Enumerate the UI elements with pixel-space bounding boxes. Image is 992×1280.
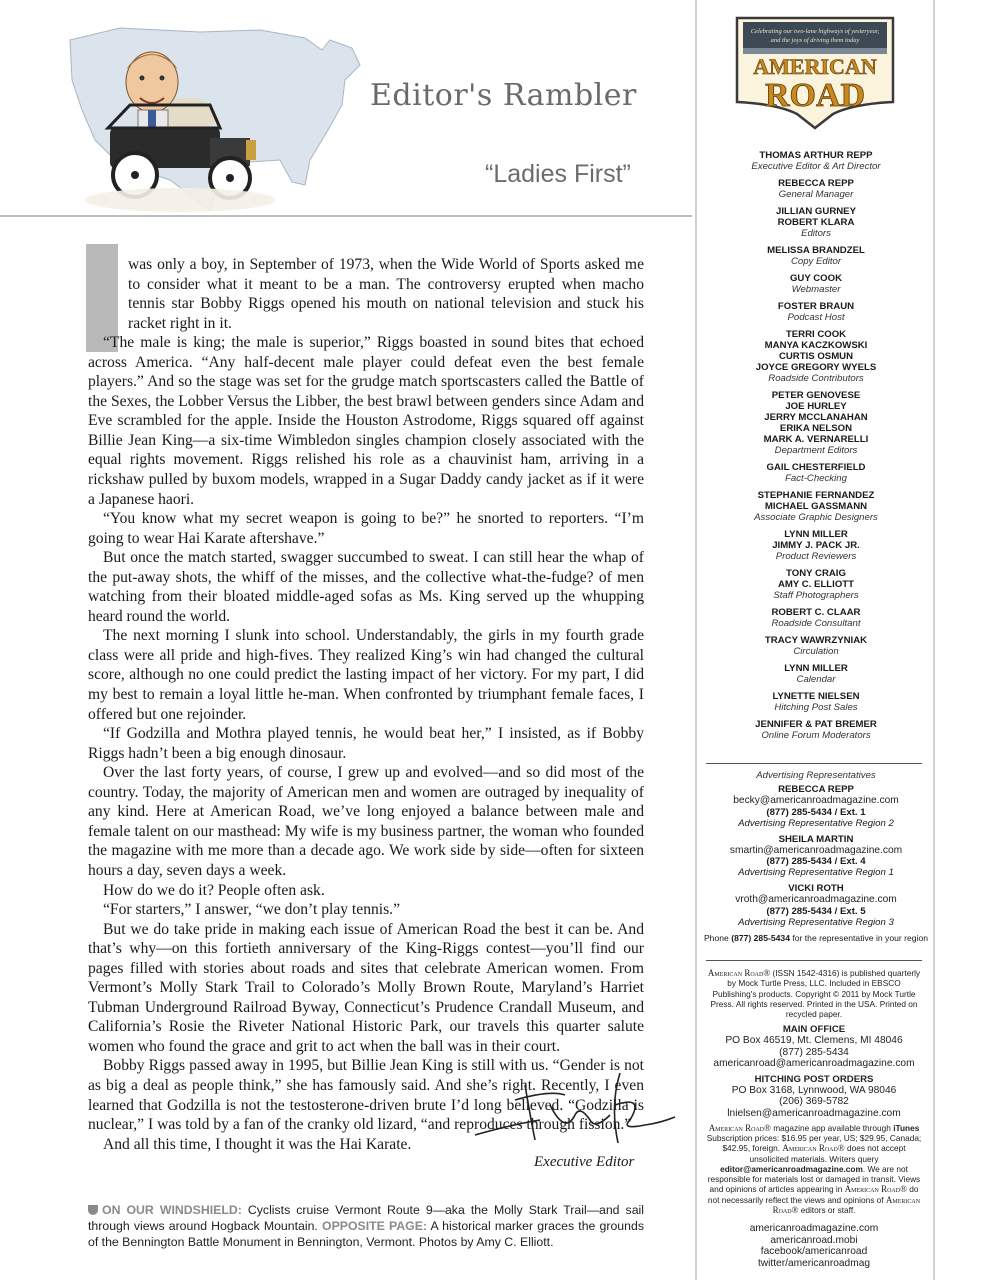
phone-note-text: Phone xyxy=(703,932,732,943)
staff-name: JOE HURLEY xyxy=(785,401,847,412)
header-divider xyxy=(0,215,692,217)
masthead-entry xyxy=(700,663,932,685)
masthead-list xyxy=(700,150,932,747)
paragraph: was only a boy, in September of 1973, when the Wide World of Sports asked me to consider what it meant to be a man. The controversy erupted when macho tennis star Bobby Riggs opened his mouth on national television and stuck his racket right in it. xyxy=(128,256,644,332)
link-mobile[interactable]: americanroad.mobi xyxy=(770,1234,858,1246)
logo-tagline: Celebrating our two-lane highways of yesteryear, xyxy=(750,28,880,35)
staff-name: AMY C. ELLIOTT xyxy=(777,579,855,590)
note-text: magazine app available through xyxy=(770,1122,894,1133)
paragraph: And all this time, I thought it was the Hai Karate. xyxy=(103,1135,412,1153)
phone-note-text: for the representative in your region xyxy=(789,932,929,943)
divider xyxy=(706,960,922,961)
masthead-entry xyxy=(700,490,932,523)
staff-role: Roadside Contributors xyxy=(768,373,864,384)
staff-name: STEPHANIE FERNANDEZ xyxy=(757,490,875,501)
staff-name: ERIKA NELSON xyxy=(779,423,853,434)
staff-name: MANYA KACZKOWSKI xyxy=(764,340,868,351)
link-website[interactable]: americanroadmagazine.com xyxy=(749,1223,879,1235)
signature xyxy=(470,1065,680,1150)
staff-role: Copy Editor xyxy=(790,256,842,267)
page-title: Editor's Rambler xyxy=(370,78,637,113)
staff-name: JIMMY J. PACK JR. xyxy=(772,540,860,551)
rep-role: Advertising Representative Region 3 xyxy=(738,916,894,928)
brand-name: American Road® xyxy=(782,1143,845,1154)
staff-name: ROBERT KLARA xyxy=(777,217,855,228)
staff-role: Calendar xyxy=(796,674,836,685)
staff-name: PETER GENOVESE xyxy=(771,390,861,401)
masthead-entry xyxy=(700,245,932,267)
masthead-entry xyxy=(700,301,932,323)
right-edge-rule xyxy=(933,0,935,1280)
staff-role: Product Reviewers xyxy=(775,551,857,562)
office-line: PO Box 3168, Lynnwood, WA 98046 xyxy=(731,1085,897,1097)
publication-info xyxy=(706,968,922,1269)
masthead-entry xyxy=(700,719,932,741)
rep-phone: (877) 285-5434 / Ext. 4 xyxy=(766,856,866,867)
logo-word: ROAD xyxy=(764,77,866,114)
publication-text: (ISSN 1542-4316) is published quarterly by Mock Turtle Press, LLC. Included in EBSCO Publishing's products. Copyright © 2011 by Mock Turtle Press. All rights reserved. Printed in the USA. Printed on recycled paper. xyxy=(710,968,921,1020)
logo-word: AMERICAN xyxy=(753,54,877,79)
paragraph: The next morning I slunk into school. Understandably, the girls in my fourth grade class were all pride and high-fives. They realized King’s win had changed the cultural score, although no one could predict the lasting impact of her victory. For my part, I did my best to remain a loyal little he-man. When confronted by triumphant female faces, I offered but one rejoinder. xyxy=(88,627,644,723)
staff-role: Associate Graphic Designers xyxy=(754,512,878,523)
staff-role: Staff Photographers xyxy=(773,590,859,601)
paragraph: “You know what my secret weapon is going to be?” he snorted to reporters. “I’m going to wear Hai Karate aftershave.” xyxy=(88,510,644,547)
leaf-icon xyxy=(88,1205,98,1215)
staff-name: THOMAS ARTHUR REPP xyxy=(759,150,873,161)
staff-name: LYNN MILLER xyxy=(784,663,848,674)
staff-name: TRACY WAWRZYNIAK xyxy=(764,635,868,646)
staff-name: JOYCE GREGORY WYELS xyxy=(755,362,877,373)
paragraph: How do we do it? People often ask. xyxy=(103,881,325,899)
staff-name: MICHAEL GASSMANN xyxy=(764,501,868,512)
rep-email[interactable]: becky@americanroadmagazine.com xyxy=(733,795,899,806)
brand-name: American Road® xyxy=(844,1184,907,1195)
staff-name: TERRI COOK xyxy=(785,329,847,340)
masthead-entry xyxy=(700,691,932,713)
staff-name: JENNIFER & PAT BREMER xyxy=(755,719,877,730)
staff-name: TONY CRAIG xyxy=(786,568,846,579)
paragraph: Bobby Riggs passed away in 1995, but Billie Jean King is still with us. “Gender is not as big a deal as people think,” she has famously said. And she’s right. Recently, I even learned that Godzilla is not the testosterone-driven brute I’d long believed. “Godzilla is nuclear,” I was told by a fan of the cranky old lizard, “and reproduces through fission.” xyxy=(88,1057,644,1134)
staff-role: Online Forum Moderators xyxy=(761,730,871,741)
paragraph: “For starters,” I answer, “we don’t play tennis.” xyxy=(103,901,401,919)
staff-role: Executive Editor & Art Director xyxy=(751,161,881,172)
masthead-entry xyxy=(700,635,932,657)
staff-role: Circulation xyxy=(793,646,839,657)
staff-name: LYNETTE NIELSEN xyxy=(772,691,860,702)
rep-phone: (877) 285-5434 / Ext. 1 xyxy=(766,806,866,818)
article-body xyxy=(88,255,644,1154)
rep-name: REBECCA REPP xyxy=(778,784,854,795)
subscription-note xyxy=(706,1123,922,1216)
brand-name: American Road® xyxy=(707,968,771,978)
staff-name: FOSTER BRAUN xyxy=(777,301,855,312)
phone-note xyxy=(700,933,932,944)
office-heading: HITCHING POST ORDERS xyxy=(754,1074,874,1086)
office-line: PO Box 46519, Mt. Clemens, MI 48046 xyxy=(725,1035,903,1047)
us-map-illustration xyxy=(60,10,370,225)
staff-role: Hitching Post Sales xyxy=(774,702,858,713)
staff-name: MELISSA BRANDZEL xyxy=(767,245,865,256)
office-line: (206) 369-5782 xyxy=(779,1096,849,1108)
staff-name: MARK A. VERNARELLI xyxy=(763,434,869,445)
paragraph: “If Godzilla and Mothra played tennis, he would beat her,” I insisted, as if Bobby Riggs hadn’t been a big enough dinosaur. xyxy=(88,725,644,762)
rep-phone: (877) 285-5434 / Ext. 5 xyxy=(766,905,866,917)
rep-email[interactable]: vroth@americanroadmagazine.com xyxy=(735,894,897,905)
paragraph: “The male is king; the male is superior,” Riggs boasted in sound bites that echoed across America. “Any half-decent male player could defeat even the best female players.” And so the stage was set for the grudge match sportscasters called the Battle of the Sexes, the Lobber Versus the Libber, the best brawl between genders since Adam and Eve scrambled for the apple. Inside the Houston Astrodome, Riggs squared off against Billie Jean King—a six-time Wimbledon singles champion closely associated with the equal rights movement. Riggs relished his role as a chauvinist ham, arriving in a rickshaw pulled by buxom models, wrapped in a Sugar Daddy candy jacket as if it were a Japanese haori. xyxy=(88,334,644,508)
staff-role: Webmaster xyxy=(791,284,841,295)
divider xyxy=(706,763,922,764)
staff-name: GUY COOK xyxy=(789,273,843,284)
article-subtitle: “Ladies First” xyxy=(485,160,631,188)
masthead-entry xyxy=(700,150,932,172)
web-links xyxy=(706,1223,922,1269)
note-text: Subscription prices: $16.95 per year, US; $29.95, Canada; $42.95, foreign. xyxy=(706,1133,922,1154)
sidebar-divider xyxy=(695,0,697,1280)
paragraph: But we do take pride in making each issue of American Road the best it can be. And that’s why—on this fortieth anniversary of the King-Riggs contest—you’ll find our pages filled with stories about roads and sites that celebrate American women. From Vermont’s Molly Stark Trail to Colorado’s Molly Brown Route, Maryland’s Harriet Tubman Underground Railroad Byway, Connecticut’s Prudence Crandall Museum, and California’s Rosie the Riveter National Historic Park, our travels this quarter salute women who found the grace and grit to act when the ball was in their court. xyxy=(88,920,644,1055)
link-facebook[interactable]: facebook/americanroad xyxy=(760,1246,868,1258)
office-line: (877) 285-5434 xyxy=(779,1046,849,1058)
logo-tagline: and the joys of driving them today xyxy=(770,37,860,44)
rep-name: SHEILA MARTIN xyxy=(778,833,854,845)
app-store: iTunes xyxy=(893,1122,920,1133)
staff-role: General Manager xyxy=(778,189,854,200)
photo-caption xyxy=(88,1202,644,1250)
staff-name: REBECCA REPP xyxy=(778,178,854,189)
note-text: editors or staff. xyxy=(798,1205,856,1216)
note-text: . We are not responsible for materials lost or damaged in transit. Views and opinions of articles appearing in xyxy=(707,1163,921,1195)
masthead-entry xyxy=(700,568,932,601)
link-twitter[interactable]: twitter/americanroadmag xyxy=(757,1257,871,1269)
staff-role: Fact-Checking xyxy=(785,473,847,484)
note-text: does not accept unsolicited materials. Writers query xyxy=(749,1143,906,1164)
staff-name: ROBERT C. CLAAR xyxy=(771,607,861,618)
office-email[interactable]: lnielsen@americanroadmagazine.com xyxy=(727,1107,901,1119)
masthead-entry xyxy=(700,607,932,629)
publication-notice xyxy=(706,968,922,1019)
advertising-heading: Advertising Representatives xyxy=(756,770,876,781)
staff-role: Roadside Consultant xyxy=(771,618,861,629)
staff-name: JERRY MCCLANAHAN xyxy=(764,412,868,423)
office-email[interactable]: americanroad@americanroadmagazine.com xyxy=(713,1057,915,1069)
masthead-entry xyxy=(700,273,932,295)
staff-name: GAIL CHESTERFIELD xyxy=(766,462,866,473)
main-office xyxy=(706,1024,922,1069)
masthead-sidebar xyxy=(700,0,932,1280)
paragraph: But once the match started, swagger succumbed to sweat. I can still hear the whap of the put-away shots, the whiff of the misses, and the collective what-the-fudge? of men watching from their bloated middle-aged sofas as Ms. King served up the whupping heard round the world. xyxy=(88,549,644,625)
masthead-entry xyxy=(700,329,932,384)
masthead-entry xyxy=(700,206,932,239)
caption-heading: OPPOSITE PAGE: xyxy=(322,1219,428,1233)
masthead-entry xyxy=(700,529,932,562)
note-text: do not necessarily reflect the views and opinions of xyxy=(707,1184,919,1205)
masthead-entry xyxy=(700,178,932,200)
staff-name: CURTIS OSMUN xyxy=(778,351,854,362)
masthead-entry xyxy=(700,462,932,484)
brand-name: American Road® xyxy=(772,1194,921,1216)
masthead-entry xyxy=(700,390,932,456)
rep-name: VICKI ROTH xyxy=(788,883,844,894)
staff-role: Editors xyxy=(801,228,831,239)
advertising-section xyxy=(700,770,932,944)
brand-name: American Road® xyxy=(708,1122,771,1133)
rep-role: Advertising Representative Region 1 xyxy=(738,867,894,878)
phone-note-number: (877) 285-5434 xyxy=(731,932,790,943)
caption-text: Cyclists cruise Vermont Route 9—aka the Molly Stark Trail—and sail through views around Hogback Mountain. xyxy=(88,1203,644,1233)
signature-title: Executive Editor xyxy=(534,1154,635,1170)
staff-name: JILLIAN GURNEY xyxy=(776,206,856,217)
editor-email[interactable]: editor@americanroadmagazine.com xyxy=(720,1163,863,1174)
rep-role: Advertising Representative Region 2 xyxy=(738,817,894,829)
office-heading: MAIN OFFICE xyxy=(782,1024,846,1036)
american-road-logo xyxy=(733,14,897,132)
caption-text: A historical marker graces the grounds of the Bennington Battle Monument in Bennington, Vermont. Photos by Amy C. Elliott. xyxy=(88,1219,644,1249)
rep-email[interactable]: smartin@americanroadmagazine.com xyxy=(729,844,903,856)
staff-role: Podcast Host xyxy=(787,312,845,323)
staff-role: Department Editors xyxy=(774,445,858,456)
caption-heading: ON OUR WINDSHIELD: xyxy=(102,1203,242,1217)
hitching-post-orders xyxy=(706,1074,922,1119)
staff-name: LYNN MILLER xyxy=(784,529,848,540)
paragraph: Over the last forty years, of course, I grew up and evolved—and so did most of the country. Today, the majority of American men and women are outraged by inequality of any kind. Here at American Road, we’ve long enjoyed a balance between male and female talent on our masthead: My wife is my business partner, the woman who founded the magazine with me more than a decade ago. We work side by side—often for sixteen hours a day, seven days a week. xyxy=(88,764,644,879)
